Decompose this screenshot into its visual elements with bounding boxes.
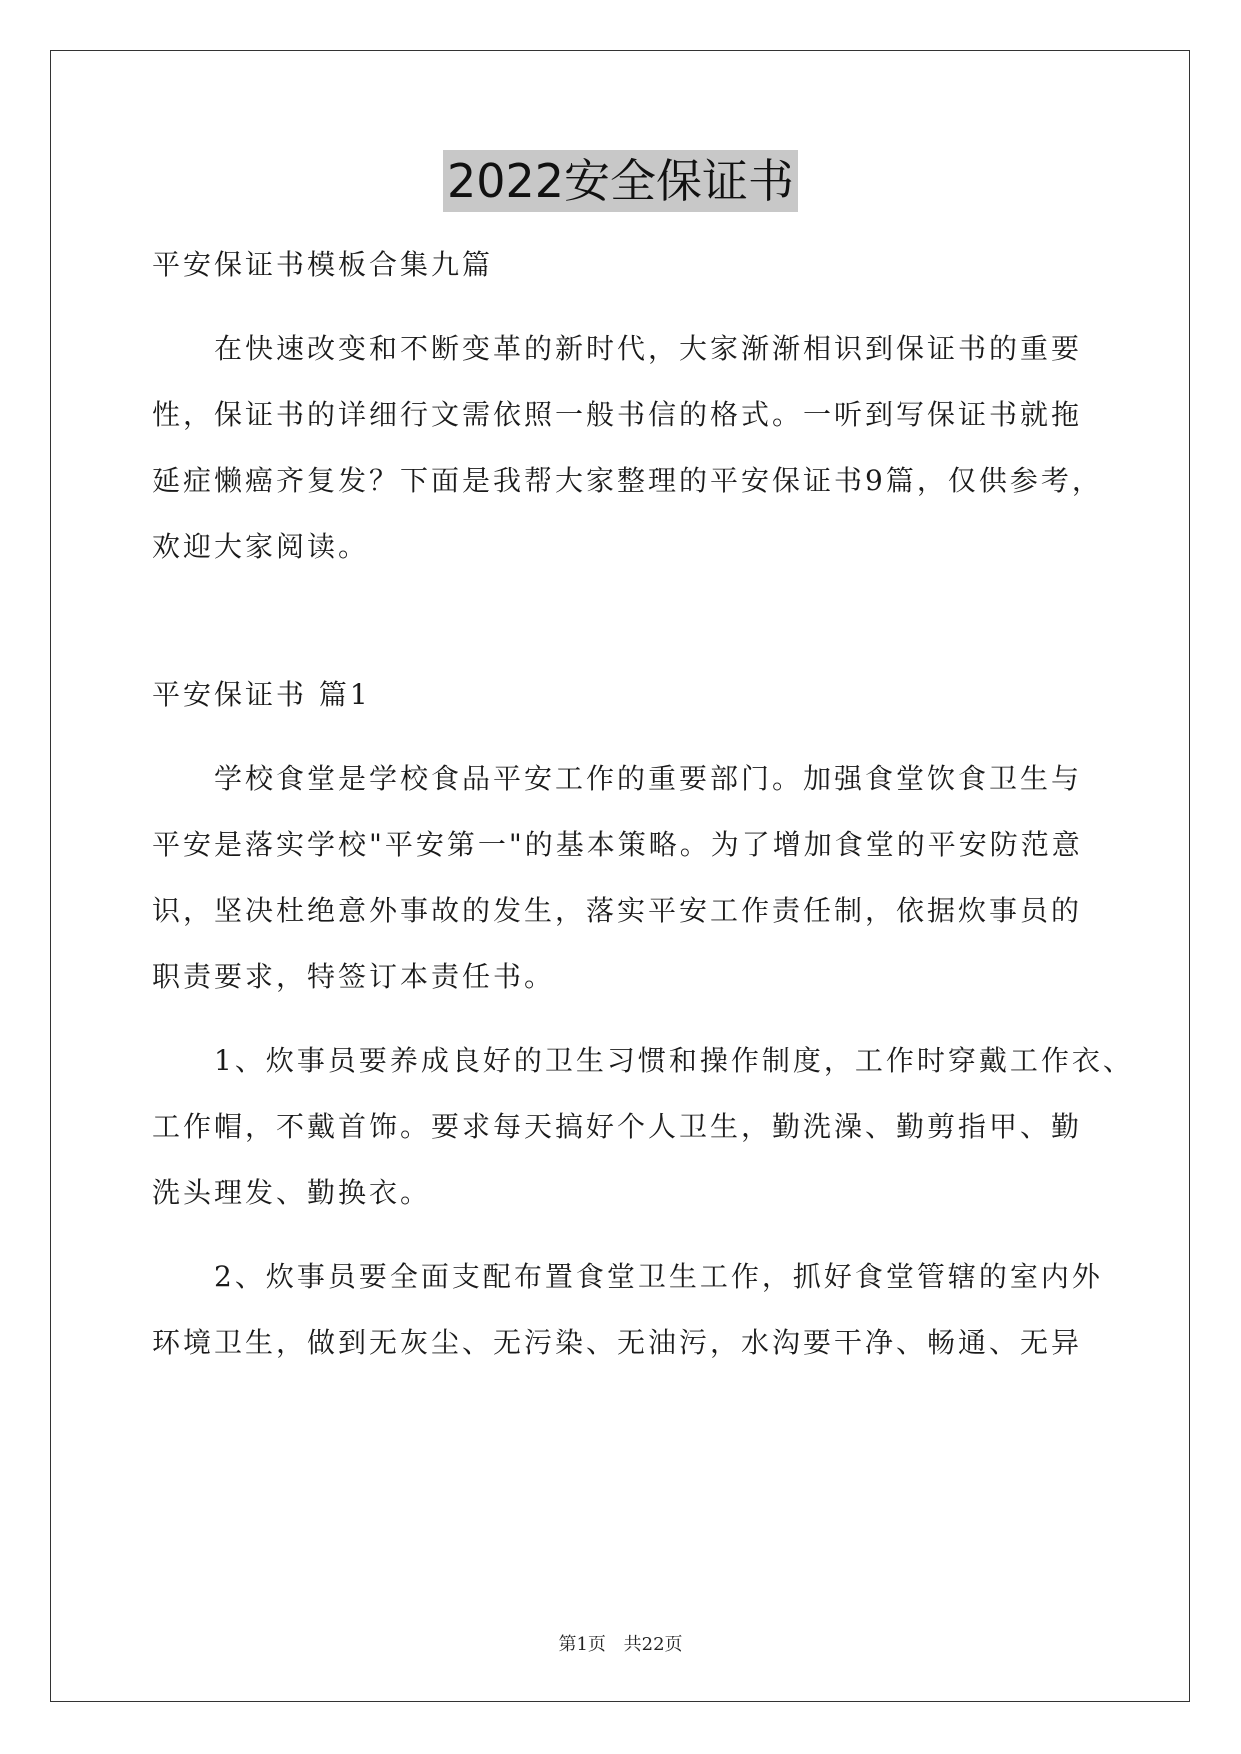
section-line: 平安是落实学校"平安第一"的基本策略。为了增加食堂的平安防范意	[152, 828, 1083, 861]
intro-line: 在快速改变和不断变革的新时代，大家渐渐相识到保证书的重要	[214, 332, 1083, 365]
item-2-line: 2、炊事员要全面支配布置食堂卫生工作，抓好食堂管辖的室内外	[214, 1260, 1103, 1293]
item-2-paragraph	[152, 1244, 1103, 1376]
section-heading: 平安保证书 篇1	[152, 678, 371, 711]
section-line: 学校食堂是学校食品平安工作的重要部门。加强食堂饮食卫生与	[214, 762, 1083, 795]
document-body	[152, 232, 1134, 1376]
section-paragraph	[152, 746, 1092, 1010]
item-2-line: 环境卫生，做到无灰尘、无污染、无油污，水沟要干净、畅通、无异	[152, 1326, 1083, 1359]
document-title: 2022安全保证书	[443, 150, 798, 212]
item-1-line: 1、炊事员要养成良好的卫生习惯和操作制度，工作时穿戴工作衣、	[214, 1044, 1134, 1077]
document-subtitle: 平安保证书模板合集九篇	[152, 248, 494, 281]
page-total: 共22页	[623, 1634, 683, 1655]
intro-line: 欢迎大家阅读。	[152, 530, 370, 563]
page-footer	[0, 1630, 1241, 1656]
intro-paragraph	[152, 316, 1103, 580]
title-wrap	[0, 150, 1241, 212]
intro-line: 延症懒癌齐复发？下面是我帮大家整理的平安保证书9篇，仅供参考，	[152, 464, 1103, 497]
intro-line: 性，保证书的详细行文需依照一般书信的格式。一听到写保证书就拖	[152, 398, 1083, 431]
item-1-paragraph	[152, 1028, 1134, 1226]
section-line: 识，坚决杜绝意外事故的发生，落实平安工作责任制，依据炊事员的	[152, 894, 1083, 927]
item-1-line: 洗头理发、勤换衣。	[152, 1176, 432, 1209]
item-1-line: 工作帽，不戴首饰。要求每天搞好个人卫生，勤洗澡、勤剪指甲、勤	[152, 1110, 1083, 1143]
page-number: 第1页	[558, 1634, 606, 1655]
section-line: 职责要求，特签订本责任书。	[152, 960, 556, 993]
